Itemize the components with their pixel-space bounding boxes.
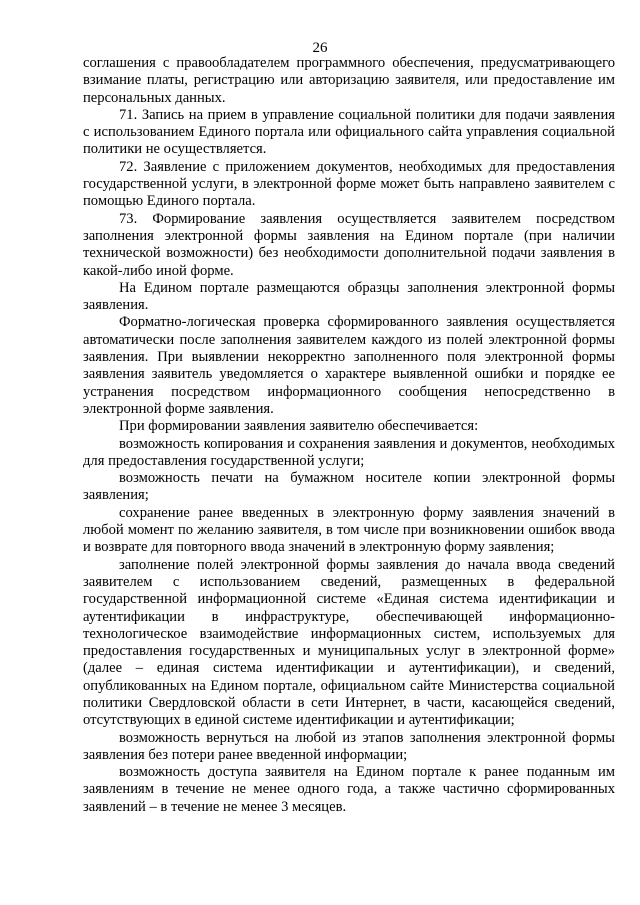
- paragraph-item-72: 72. Заявление с приложением документов, необходимых для предоставления государственной услуги, в электронной форме может быть направлено заявителем с помощью Единого портала.: [83, 158, 615, 210]
- paragraph-copy-save: возможность копирования и сохранения заявления и документов, необходимых для предоставления государственной услуги;: [83, 435, 615, 469]
- paragraph-access-history: возможность доступа заявителя на Едином портале к ранее поданным им заявлениям в течение не менее одного года, а также частично сформированных заявлений – в течение не менее 3 месяцев.: [83, 764, 615, 815]
- paragraph-return-step: возможность вернуться на любой из этапов заполнения электронной формы заявления без потери ранее введенной информации;: [83, 729, 615, 763]
- paragraph-item-73: 73. Формирование заявления осуществляется заявителем посредством заполнения электронной формы заявления на Едином портале (при наличии технической возможности) без необходимости дополнительной подачи заявления в какой-либо иной форме.: [83, 210, 615, 279]
- paragraph-continuation: соглашения с правообладателем программного обеспечения, предусматривающего взимание платы, регистрацию или авторизацию заявителя, или предоставление им персональных данных.: [83, 55, 615, 106]
- document-body: [83, 55, 615, 816]
- paragraph-item-71: 71. Запись на прием в управление социальной политики для подачи заявления с использованием Единого портала или официального сайта управления социальной политики не осуществляется.: [83, 106, 615, 158]
- paragraph-save-values: сохранение ранее введенных в электронную форму заявления значений в любой момент по желанию заявителя, в том числе при возникновении ошибок ввода и возврате для повторного ввода значений в электронную форму заявления;: [83, 504, 615, 556]
- paragraph-prefill: заполнение полей электронной формы заявления до начала ввода сведений заявителем с использованием сведений, размещенных в федеральной государственной информационной системе «Единая система идентификации и аутентификации в инфраструктуре, обеспечивающей информационно-технологическое взаимодействие информационных систем, используемых для предоставления государственных и муниципальных услуг в электронной форме» (далее – единая система идентификации и аутентификации), и сведений, опубликованных на Едином портале, официальном сайте Министерства социальной политики Свердловской области в сети Интернет, в части, касающейся сведений, отсутствующих в единой системе идентификации и аутентификации;: [83, 556, 615, 729]
- paragraph-provisions-intro: При формировании заявления заявителю обеспечивается:: [119, 418, 479, 435]
- page-number: 26: [312, 40, 328, 56]
- paragraph-samples: На Едином портале размещаются образцы заполнения электронной формы заявления.: [83, 279, 615, 314]
- paragraph-print: возможность печати на бумажном носителе копии электронной формы заявления;: [83, 470, 615, 504]
- paragraph-format-check: Форматно-логическая проверка сформированного заявления осуществляется автоматически после заполнения заявителем каждого из полей электронной формы заявления. При выявлении некорректно заполненного поля электронной формы заявления заявитель уведомляется о характере выявленной ошибки и порядке ее устранения посредством информационного сообщения непосредственно в электронной форме заявления.: [83, 314, 615, 417]
